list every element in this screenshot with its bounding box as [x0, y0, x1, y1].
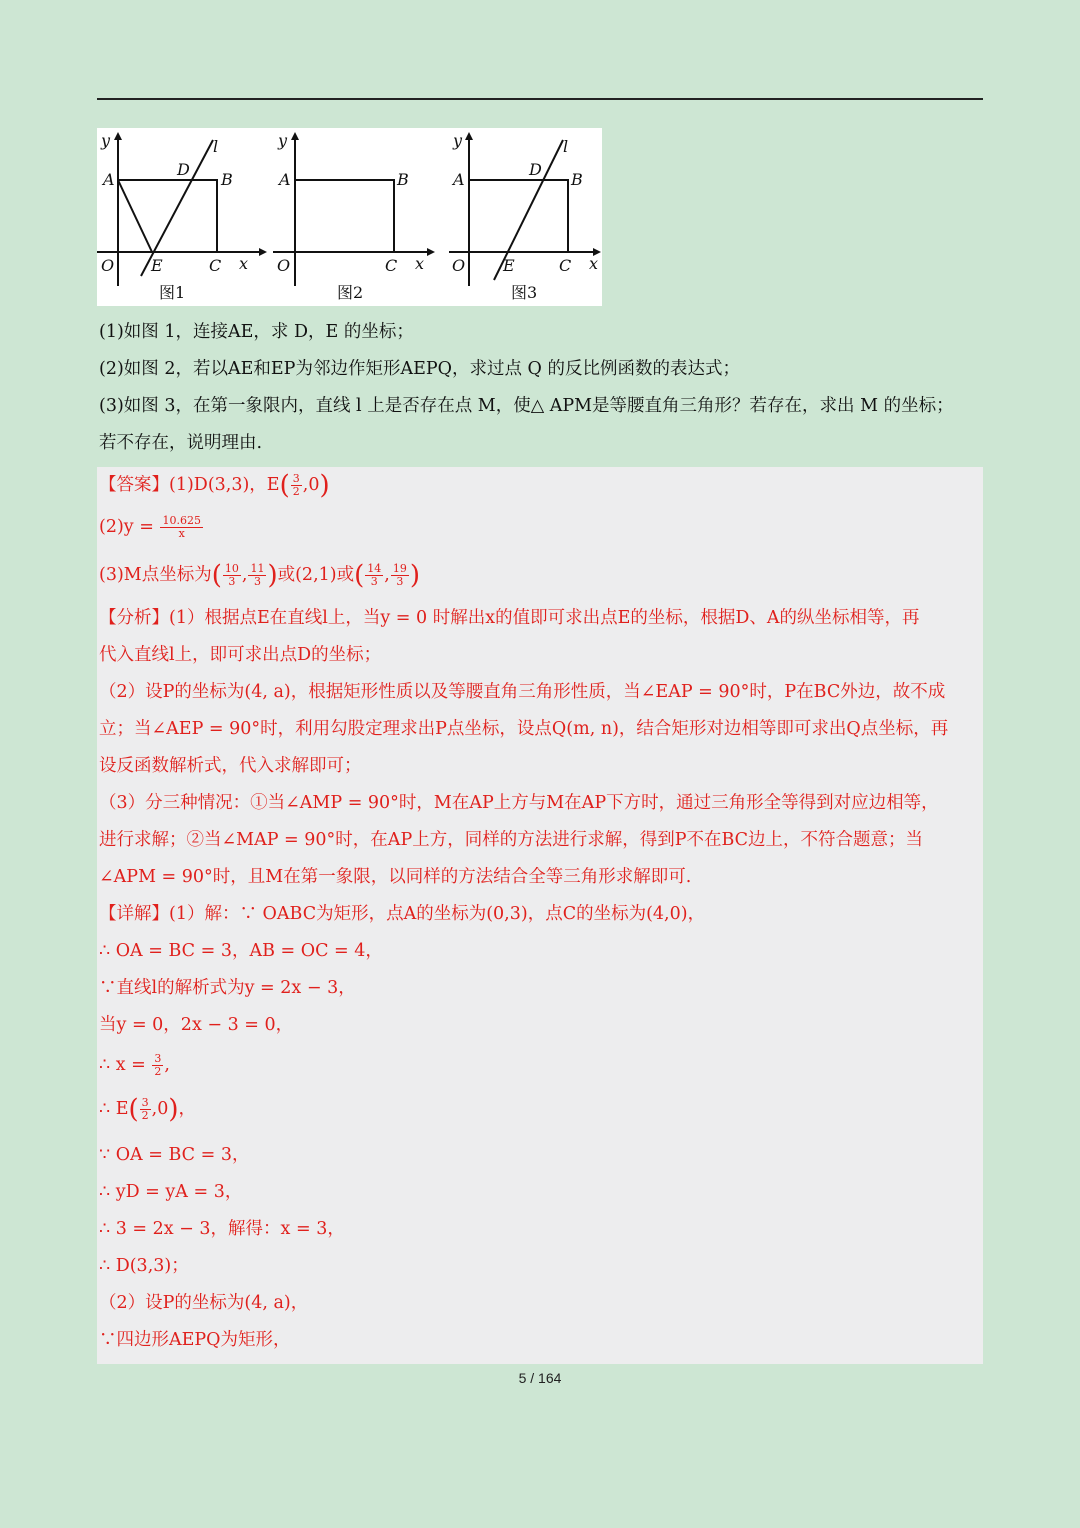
fig2-C: C [385, 256, 398, 275]
figure-3 [449, 131, 601, 302]
fig1-C: C [209, 256, 222, 275]
fig1-caption: 图1 [159, 283, 186, 302]
fig2-O: O [277, 256, 291, 275]
fig1-D: D [177, 160, 190, 179]
detail-line: ∵四边形AEPQ为矩形， [99, 1330, 291, 1350]
detail-line: ∴ yD = yA = 3， [99, 1182, 243, 1202]
answer-1-text: 【答案】(1)D(3,3)，E [99, 475, 280, 495]
answer-2-text: (2)y = [99, 517, 154, 537]
detail-line: （2）设P的坐标为(4, a)， [99, 1293, 309, 1313]
figure-2 [273, 131, 435, 302]
fig3-B: B [571, 170, 583, 189]
fig1-B: B [221, 170, 233, 189]
fig3-x: x [589, 254, 599, 273]
analysis-line: （3）分三种情况：①当∠AMP = 90°时，M在AP上方与M在AP下方时，通过三角形全等得到对应边相等， [99, 793, 939, 813]
analysis-line: 代入直线l上，即可求出点D的坐标； [99, 645, 382, 665]
answer-block [97, 467, 983, 1364]
question-3-cont: 若不存在，说明理由. [99, 433, 263, 453]
fig3-A: A [453, 170, 465, 189]
analysis-line: 进行求解；②当∠MAP = 90°时，在AP上方，同样的方法进行求解，得到P不在BC边上，不符合题意；当 [99, 830, 924, 850]
detail-line: 【详解】(1）解：∵ OABC为矩形，点A的坐标为(0,3)，点C的坐标为(4,0)， [99, 904, 706, 924]
fig1-l: l [213, 137, 219, 156]
answer-3: (3)M点坐标为( $\frac{10}{3}$ , $\frac{11}{3}$ )或(2,1)或( $\frac{14}{3}$ , $\frac{19}{3}$ ) [99, 560, 420, 591]
answer-2 [99, 515, 204, 540]
fig1-O: O [101, 256, 115, 275]
analysis-line: （2）设P的坐标为(4, a)，根据矩形性质以及等腰直角三角形性质，当∠EAP = 90°时，P在BC外边，故不成 [99, 682, 946, 702]
fig3-C: C [559, 256, 572, 275]
question-1: (1)如图 1，连接AE，求 D，E 的坐标； [99, 322, 414, 342]
fig2-y: y [278, 131, 288, 150]
analysis-line: ∠APM = 90°时，且M在第一象限，以同样的方法结合全等三角形求解即可. [99, 867, 692, 887]
fig3-l: l [563, 137, 569, 156]
answer-2-frac: $\frac{10.625}{x}$ [162, 514, 201, 540]
detail-x-line: ∴ x = $\frac{3}{2}$ , [99, 1052, 170, 1078]
fig3-y: y [453, 131, 463, 150]
fig3-O: O [452, 256, 466, 275]
detail-line: ∴ D(3,3)； [99, 1256, 189, 1276]
detail-e-line: ∴ E( $\frac{3}{2}$ ,0)， [99, 1094, 196, 1125]
question-3: (3)如图 3，在第一象限内，直线 l 上是否存在点 M，使△ APM是等腰直角三角形？若存在，求出 M 的坐标； [99, 396, 954, 416]
detail-line: ∴ OA = BC = 3，AB = OC = 4， [99, 941, 383, 961]
fig1-y: y [101, 131, 111, 150]
answer-1: 【答案】(1)D(3,3)，E( $\frac{3}{2}$ ,0) [99, 470, 330, 501]
fig1-E: E [151, 256, 163, 275]
fig1-A: A [103, 170, 115, 189]
fig1-x: x [239, 254, 249, 273]
analysis-line: 立；当∠AEP = 90°时，利用勾股定理求出P点坐标，设点Q(m, n)，结合矩形对边相等即可求出Q点坐标，再 [99, 719, 949, 739]
fig2-B: B [397, 170, 409, 189]
question-2: (2)如图 2，若以AE和EP为邻边作矩形AEPQ，求过点 Q 的反比例函数的表达式； [99, 359, 740, 379]
detail-line: 当y = 0，2x − 3 = 0， [99, 1015, 294, 1035]
fig2-A: A [279, 170, 291, 189]
fig3-D: D [529, 160, 542, 179]
fig3-E: E [503, 256, 515, 275]
page-number: 5 / 164 [518, 1370, 562, 1386]
detail-line: ∵直线l的解析式为y = 2x − 3， [99, 978, 356, 998]
fig2-x: x [415, 254, 425, 273]
figure-1 [97, 131, 267, 302]
analysis-line: 【分析】(1）根据点E在直线l上，当y = 0 时解出x的值即可求出点E的坐标，根据D、A的纵坐标相等，再 [99, 608, 920, 628]
answer-1-frac: $\frac{3}{2}$ [292, 472, 300, 498]
fig3-caption: 图3 [511, 283, 538, 302]
detail-line: ∴ 3 = 2x − 3，解得：x = 3， [99, 1219, 345, 1239]
analysis-line: 设反函数解析式，代入求解即可； [99, 756, 362, 776]
fig2-caption: 图2 [337, 283, 364, 302]
figure-panel [97, 128, 602, 306]
header-rule [97, 98, 983, 100]
answer-3-text: (3)M点坐标为 [99, 565, 212, 585]
detail-line: ∵ OA = BC = 3， [99, 1145, 250, 1165]
